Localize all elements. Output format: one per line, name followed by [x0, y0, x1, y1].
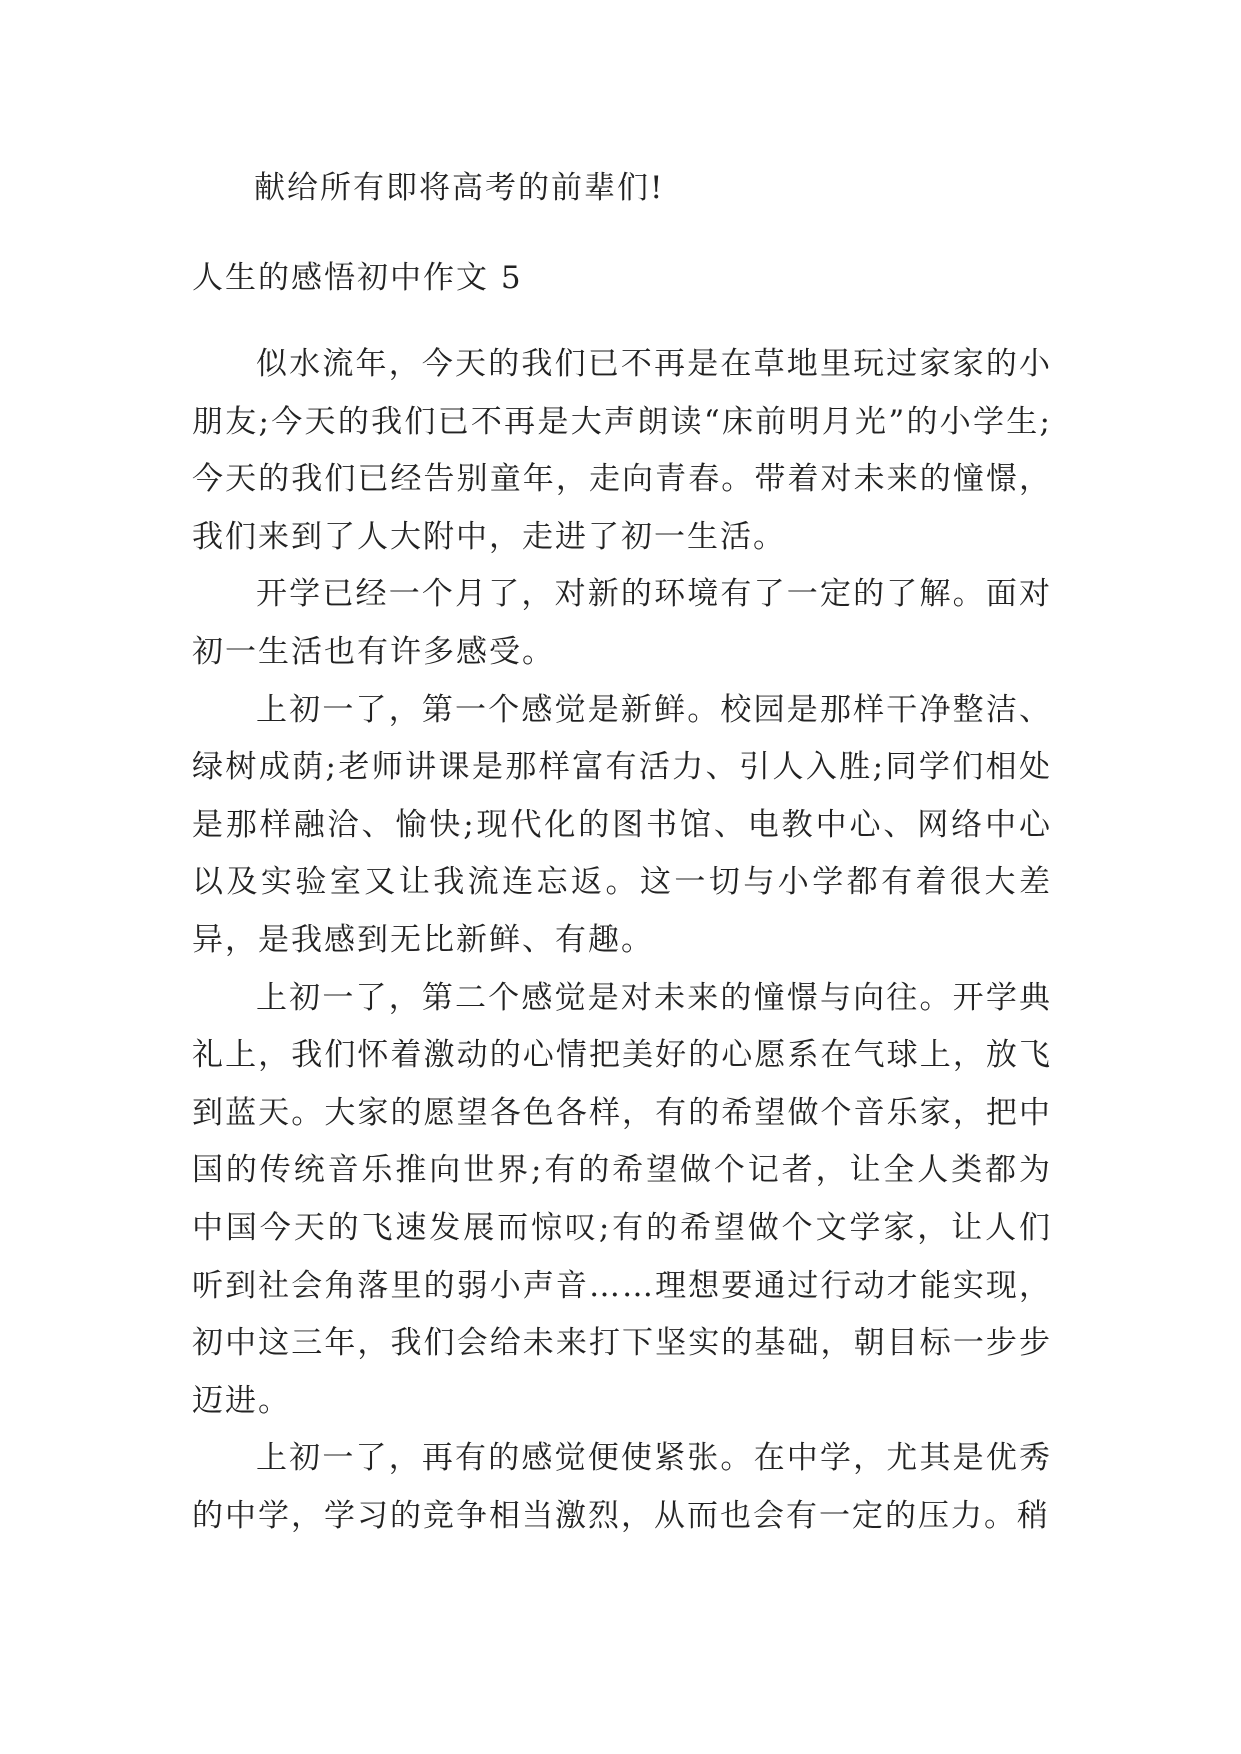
paragraph: 开学已经一个月了，对新的环境有了一定的了解。面对初一生活也有许多感受。: [192, 576, 1052, 670]
essay-body: [192, 336, 1052, 1545]
paragraph: 似水流年，今天的我们已不再是在草地里玩过家家的小朋友;今天的我们已不再是大声朗读“床前明月光”的小学生;今天的我们已经告别童年，走向青春。带着对未来的憧憬，我们来到了人大附中，走进了初一生活。: [192, 346, 1052, 555]
essay-heading: 人生的感悟初中作文 5: [192, 260, 523, 296]
paragraph: 上初一了，再有的感觉便使紧张。在中学，尤其是优秀的中学，学习的竞争相当激烈，从而也会有一定的压力。稍: [192, 1440, 1052, 1534]
paragraph: 上初一了，第二个感觉是对未来的憧憬与向往。开学典礼上，我们怀着激动的心情把美好的心愿系在气球上，放飞到蓝天。大家的愿望各色各样，有的希望做个音乐家，把中国的传统音乐推向世界;有的希望做个记者，让全人类都为中国今天的飞速发展而惊叹;有的希望做个文学家，让人们听到社会角落里的弱小声音……理想要通过行动才能实现，初中这三年，我们会给未来打下坚实的基础，朝目标一步步迈进。: [192, 979, 1052, 1419]
dedication-line: 献给所有即将高考的前辈们!: [254, 170, 665, 206]
paragraph: 上初一了，第一个感觉是新鲜。校园是那样干净整洁、绿树成荫;老师讲课是那样富有活力、引人入胜;同学们相处是那样融洽、愉快;现代化的图书馆、电教中心、网络中心以及实验室又让我流连忘返。这一切与小学都有着很大差异，是我感到无比新鲜、有趣。: [192, 691, 1052, 958]
